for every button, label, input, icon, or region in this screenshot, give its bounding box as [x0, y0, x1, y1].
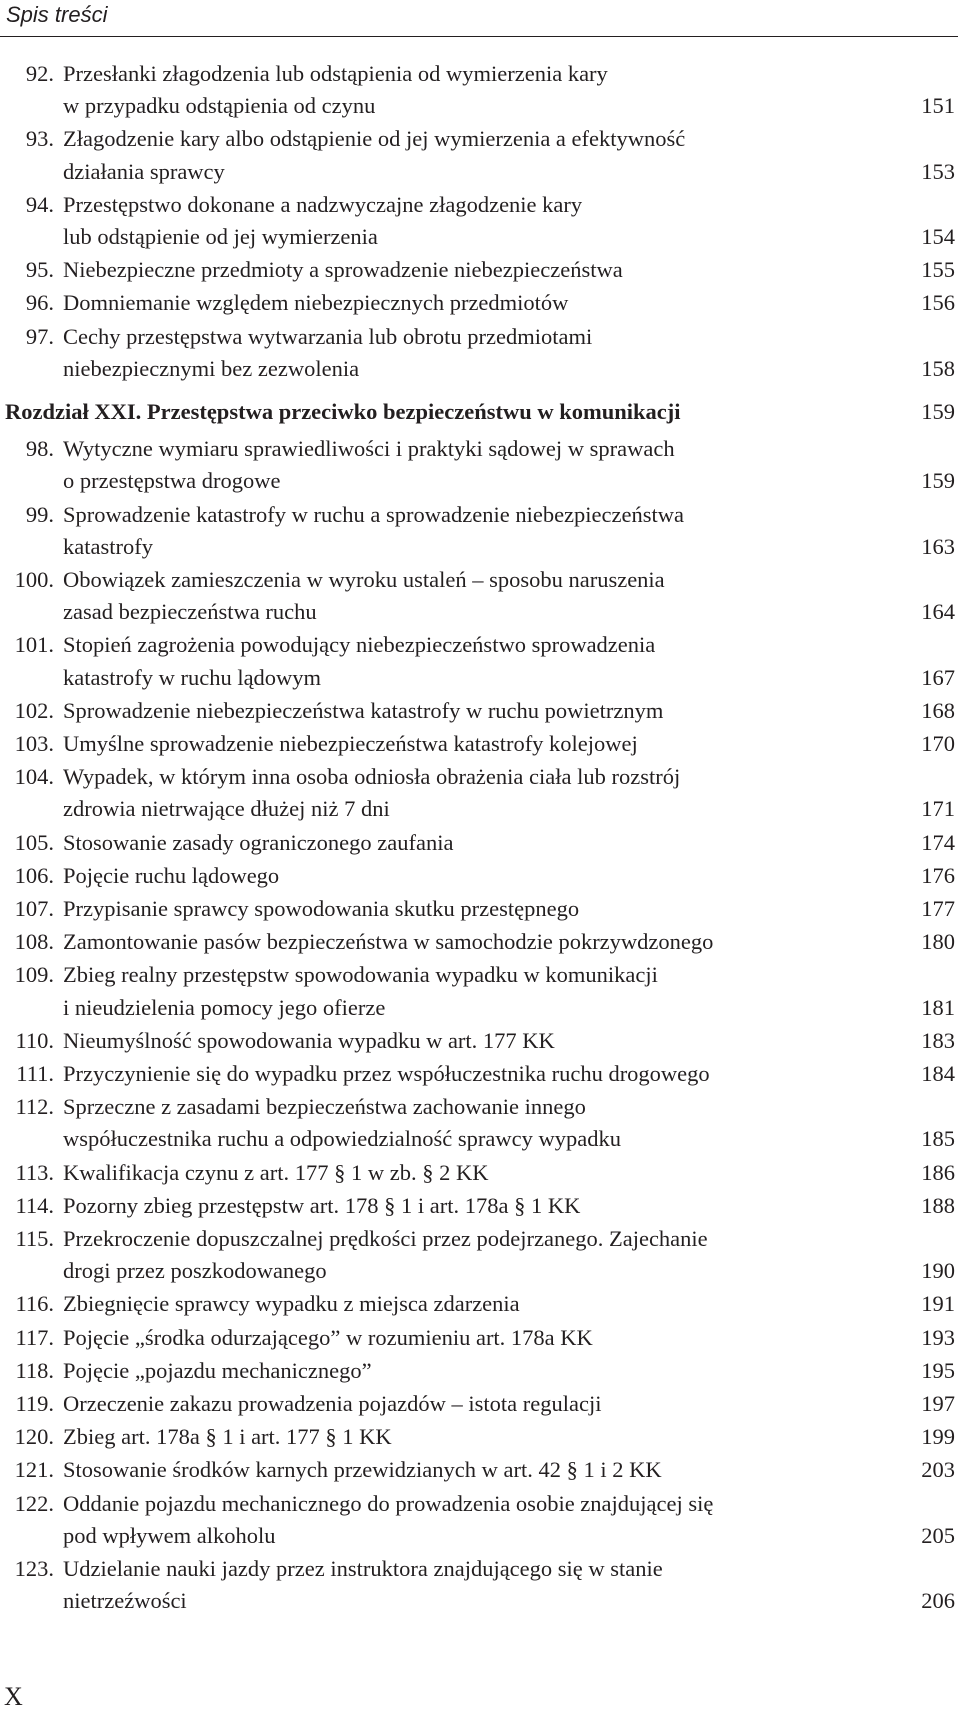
toc-entry[interactable] — [0, 695, 960, 727]
toc-entry-title-text: Przypisanie sprawcy spowodowania skutku przestępnego — [63, 896, 584, 921]
toc-entry-title-line — [63, 1553, 663, 1585]
toc-entry-title-text: Stosowanie środków karnych przewidzianych w art. 42 § 1 i 2 KK — [63, 1457, 667, 1482]
toc-entry-title-line — [63, 465, 873, 497]
toc-entry-number: 109. — [14, 962, 54, 988]
toc-entry-title-text: Cechy przestępstwa wytwarzania lub obrotu przedmiotami — [63, 323, 593, 349]
toc-entry-page-number: 181 — [921, 994, 955, 1020]
toc-entry-page-number: 195 — [921, 1357, 955, 1383]
toc-entry-title-text: Złagodzenie kary albo odstąpienie od jej wymierzenia a efektywność — [63, 126, 686, 152]
toc-entry-title-line — [63, 564, 665, 596]
toc-entry-title-line — [63, 58, 608, 90]
toc-entry-number: 118. — [15, 1357, 54, 1383]
toc-entry-page-number: 197 — [921, 1391, 955, 1416]
toc-entry-number: 104. — [14, 764, 54, 790]
toc-entry-number: 108. — [14, 929, 54, 955]
toc-entry[interactable] — [0, 761, 960, 825]
toc-entry-number: 120. — [14, 1424, 54, 1450]
toc-entry-title-line — [63, 793, 873, 825]
toc-entry[interactable] — [0, 1322, 960, 1354]
toc-entry[interactable] — [0, 499, 960, 563]
toc-entry[interactable] — [0, 189, 960, 253]
toc-entry-number: 105. — [14, 829, 54, 855]
toc-entry-number: 96. — [25, 290, 54, 316]
toc-entry-title-line — [63, 629, 655, 661]
toc-entry-title-line — [63, 926, 873, 958]
toc-entry-title-text: Zbieg art. 178a § 1 i art. 177 § 1 KK — [63, 1424, 397, 1449]
toc-entry-title-line — [63, 959, 658, 991]
toc-entry-page-number: 176 — [921, 862, 955, 888]
toc-entry-title-text: Sprowadzenie katastrofy w ruchu a sprowadzenie niebezpieczeństwa — [63, 501, 684, 527]
toc-entry[interactable] — [0, 860, 960, 892]
toc-entry-number: 100. — [14, 567, 54, 592]
toc-entry-title-line — [63, 1421, 873, 1453]
toc-entry-number: 101. — [14, 632, 54, 658]
toc-entry-title-text: Przestępstwo dokonane a nadzwyczajne złagodzenie kary — [63, 191, 583, 217]
toc-entry-number: 98. — [25, 436, 54, 462]
toc-entry-number: 103. — [14, 731, 54, 756]
toc-entry[interactable] — [0, 1388, 960, 1420]
toc-entry-title-line — [63, 287, 873, 319]
toc-entry[interactable] — [0, 893, 960, 925]
toc-entry-page-number: 163 — [921, 533, 955, 559]
toc-entry-page-number: 154 — [921, 223, 955, 249]
toc-entry-title-line — [63, 662, 873, 694]
toc-entry-number: 106. — [14, 862, 54, 888]
toc-entry-title-text: drogi przez poszkodowanego — [63, 1258, 332, 1283]
toc-entry[interactable] — [0, 1454, 960, 1486]
toc-entry-title-line — [63, 893, 873, 925]
toc-entry-title-text: Niebezpieczne przedmioty a sprowadzenie niebezpieczeństwa — [63, 257, 628, 282]
toc-entry-title-line — [63, 156, 873, 188]
toc-entry[interactable] — [0, 629, 960, 693]
toc-entry-number: 113. — [15, 1159, 54, 1185]
toc-entry-title-text: Oddanie pojazdu mechanicznego do prowadzenia osobie znajdującej się — [63, 1490, 714, 1516]
toc-entry-page-number: 206 — [921, 1588, 955, 1614]
toc-entry-title-text: Sprzeczne z zasadami bezpieczeństwa zachowanie innego — [63, 1094, 586, 1120]
toc-entry-title-text: Pojęcie „pojazdu mechanicznego” — [63, 1358, 377, 1383]
toc-entry-page-number: 177 — [921, 896, 955, 921]
toc-entry-title-text: katastrofy — [63, 534, 158, 559]
toc-entry-title-line — [63, 761, 680, 793]
toc-entry-title-text: Udzielanie nauki jazdy przez instruktora znajdującego się w stanie — [63, 1556, 663, 1581]
toc-entry-title-line — [63, 695, 873, 727]
toc-entry-title-line — [63, 189, 582, 221]
toc-entry-title-line — [5, 396, 873, 428]
toc-entry[interactable] — [0, 1091, 960, 1155]
toc-entry-title-line — [63, 1223, 708, 1255]
toc-entry[interactable] — [0, 564, 960, 628]
toc-entry-page-number: 168 — [921, 697, 955, 723]
toc-entry-title-line — [63, 1091, 586, 1123]
toc-entry-title-text: Pojęcie ruchu lądowego — [63, 863, 284, 888]
toc-entry-number: 102. — [14, 697, 54, 723]
toc-entry-title-text: Umyślne sprowadzenie niebezpieczeństwa katastrofy kolejowej — [63, 731, 643, 756]
toc-entry-number: 117. — [15, 1324, 54, 1350]
toc-entry-title-line — [63, 1488, 713, 1520]
toc-entry-title-line — [63, 1585, 873, 1617]
toc-entry[interactable] — [0, 1157, 960, 1189]
toc-entry-number: 107. — [14, 896, 54, 921]
toc-entry-page-number: 186 — [921, 1159, 955, 1185]
toc-entry-title-text: Zamontowanie pasów bezpieczeństwa w samochodzie pokrzywdzonego — [63, 929, 718, 954]
toc-entry-title-text: lub odstąpienie od jej wymierzenia — [63, 224, 383, 249]
toc-entry-title-text: o przestępstwa drogowe — [63, 468, 285, 493]
toc-entry[interactable] — [0, 287, 960, 319]
toc-entry-page-number: 153 — [921, 158, 955, 184]
toc-entry-number: 97. — [25, 323, 54, 349]
toc-entry-title-line — [63, 1058, 873, 1090]
toc-entry-number: 123. — [14, 1556, 54, 1581]
toc-entry-title-line — [63, 992, 873, 1024]
toc-entry-title-text: i nieudzielenia pomocy jego ofierze — [63, 995, 390, 1020]
toc-entry[interactable] — [0, 1553, 960, 1617]
toc-entry-title-line — [63, 321, 592, 353]
toc-entry-page-number: 193 — [921, 1324, 955, 1350]
toc-entry[interactable] — [0, 254, 960, 286]
toc-entry-title-text: Stosowanie zasady ograniczonego zaufania — [63, 830, 458, 855]
toc-entry[interactable] — [0, 321, 960, 385]
toc-entry-title-text: Wypadek, w którym inna osoba odniosła obrażenia ciała lub rozstrój — [63, 764, 681, 790]
toc-entry-page-number: 191 — [921, 1291, 955, 1317]
toc-entry-title-text: Przyczynienie się do wypadku przez współuczestnika ruchu drogowego — [63, 1061, 715, 1086]
toc-entry[interactable] — [0, 1488, 960, 1552]
toc-entry-title-text: Pojęcie „środka odurzającego” w rozumieniu art. 178a KK — [63, 1325, 598, 1350]
toc-entry-title-text: Rozdział XXI. Przestępstwa przeciwko bezpieczeństwu w komunikacji — [5, 399, 686, 424]
toc-entry[interactable] — [0, 1421, 960, 1453]
toc-entry-title-text: Zbiegnięcie sprawcy wypadku z miejsca zdarzenia — [63, 1291, 525, 1316]
toc-entry-number: 119. — [15, 1391, 54, 1416]
toc-entry-title-text: Nieumyślność spowodowania wypadku w art. 177 KK — [63, 1028, 560, 1053]
toc-entry-title-line — [63, 353, 873, 385]
toc-entry-number: 111. — [16, 1061, 54, 1086]
toc-entry-title-text: Orzeczenie zakazu prowadzenia pojazdów – istota regulacji — [63, 1391, 606, 1416]
toc-entry-page-number: 190 — [921, 1258, 955, 1284]
page-number-roman: X — [4, 1682, 23, 1711]
toc-entry[interactable] — [0, 728, 960, 760]
toc-entry-number: 93. — [25, 126, 54, 152]
toc-entry-page-number: 164 — [921, 599, 955, 625]
toc-entry-title-line — [63, 1520, 873, 1552]
toc-entry[interactable] — [0, 1058, 960, 1090]
toc-entry[interactable] — [0, 1190, 960, 1222]
toc-entry-page-number: 184 — [921, 1061, 955, 1086]
toc-entry-number: 121. — [14, 1457, 54, 1483]
toc-entry-number: 95. — [25, 257, 54, 283]
toc-entry-title-line — [63, 433, 675, 465]
toc-entry-title-line — [63, 827, 873, 859]
toc-entry[interactable] — [0, 1355, 960, 1387]
toc-entry-title-line — [63, 1123, 873, 1155]
toc-entry-page-number: 159 — [921, 399, 955, 424]
toc-entry-page-number: 151 — [921, 93, 955, 119]
toc-chapter-heading[interactable] — [0, 396, 960, 428]
toc-entry-number: 92. — [25, 61, 54, 86]
toc-entry-title-text: Stopień zagrożenia powodujący niebezpieczeństwo sprowadzenia — [63, 632, 656, 658]
toc-entry-title-text: Wytyczne wymiaru sprawiedliwości i praktyki sądowej w sprawach — [63, 436, 675, 462]
toc-entry-title-text: nietrzeźwości — [63, 1588, 192, 1613]
toc-entry-page-number: 205 — [921, 1522, 955, 1548]
toc-entry-title-line — [63, 1190, 873, 1222]
toc-entry-page-number: 159 — [921, 468, 955, 494]
toc-entry-title-line — [63, 1025, 873, 1057]
toc-entry-page-number: 156 — [921, 290, 955, 316]
toc-entry-number: 122. — [14, 1490, 54, 1516]
toc-entry-number: 99. — [25, 501, 54, 527]
toc-entry-title-line — [63, 123, 685, 155]
toc-entry-title-line — [63, 596, 873, 628]
toc-entry-title-text: niebezpiecznymi bez zezwolenia — [63, 356, 364, 381]
toc-entry-title-line — [63, 1255, 873, 1287]
toc-entry-title-text: współuczestnika ruchu a odpowiedzialność sprawcy wypadku — [63, 1126, 626, 1151]
toc-entry-title-text: Zbieg realny przestępstw spowodowania wypadku w komunikacji — [63, 962, 658, 988]
toc-entry-page-number: 188 — [921, 1192, 955, 1218]
toc-entry[interactable] — [0, 433, 960, 497]
toc-entry-page-number: 170 — [921, 731, 955, 756]
toc-entry[interactable] — [0, 1025, 960, 1057]
toc-entry-title-line — [63, 90, 873, 122]
toc-entry[interactable] — [0, 1288, 960, 1320]
toc-entry[interactable] — [0, 58, 960, 122]
toc-entry-title-line — [63, 1388, 873, 1420]
toc-entry-number: 110. — [15, 1027, 54, 1053]
toc-entry-title-line — [63, 1355, 873, 1387]
toc-entry-title-line — [63, 860, 873, 892]
toc-entry-number: 94. — [25, 191, 54, 217]
toc-entry-page-number: 158 — [921, 355, 955, 381]
toc-entry-number: 112. — [15, 1094, 54, 1120]
toc-entry-number: 114. — [15, 1192, 54, 1218]
toc-entry-title-text: Przesłanki złagodzenia lub odstąpienia od wymierzenia kary — [63, 61, 608, 86]
toc-entry-title-text: Domniemanie względem niebezpiecznych przedmiotów — [63, 290, 573, 315]
toc-entry-title-text: Sprowadzenie niebezpieczeństwa katastrofy w ruchu powietrznym — [63, 698, 668, 723]
toc-entry-number: 116. — [15, 1291, 54, 1317]
toc-entry-title-line — [63, 1288, 873, 1320]
toc-entry-title-text: zasad bezpieczeństwa ruchu — [63, 599, 322, 624]
toc-entry-title-text: działania sprawcy — [63, 159, 230, 184]
toc-entry-title-line — [63, 1157, 873, 1189]
toc-entry-page-number: 185 — [921, 1126, 955, 1152]
toc-entry-page-number: 155 — [921, 257, 955, 283]
toc-entry-title-text: Obowiązek zamieszczenia w wyroku ustaleń – sposobu naruszenia — [63, 567, 665, 592]
toc-entry-title-line — [63, 728, 873, 760]
toc-entry-page-number: 171 — [921, 796, 955, 822]
toc-entry-title-line — [63, 1322, 873, 1354]
toc-entry-page-number: 174 — [921, 829, 955, 855]
toc-entry-title-line — [63, 221, 873, 253]
toc-entry[interactable] — [0, 926, 960, 958]
toc-entry-title-text: w przypadku odstąpienia od czynu — [63, 93, 380, 118]
toc-entry-page-number: 199 — [921, 1424, 955, 1450]
toc-entry-title-line — [63, 254, 873, 286]
toc-entry-title-text: pod wpływem alkoholu — [63, 1523, 280, 1548]
header-title: Spis treści — [6, 2, 108, 27]
toc-entry-title-text: Kwalifikacja czynu z art. 177 § 1 w zb. § 2 KK — [63, 1160, 494, 1185]
toc-entry-title-text: Pozorny zbieg przestępstw art. 178 § 1 i art. 178a § 1 KK — [63, 1193, 585, 1218]
toc-entry-title-line — [63, 1454, 873, 1486]
toc-entry[interactable] — [0, 1223, 960, 1287]
toc-entry-page-number: 183 — [921, 1027, 955, 1053]
toc-entry-page-number: 203 — [921, 1457, 955, 1483]
toc-entry-title-text: zdrowia nietrwające dłużej niż 7 dni — [63, 796, 395, 821]
toc-entry-number: 115. — [15, 1226, 54, 1251]
toc-entry[interactable] — [0, 959, 960, 1023]
toc-entry-title-line — [63, 499, 684, 531]
toc-entry[interactable] — [0, 827, 960, 859]
toc-entry-page-number: 180 — [921, 929, 955, 955]
toc-entry[interactable] — [0, 123, 960, 187]
toc-entry-page-number: 167 — [921, 664, 955, 690]
toc-entry-title-line — [63, 531, 873, 563]
toc-entry-title-text: katastrofy w ruchu lądowym — [63, 665, 326, 690]
toc-entry-title-text: Przekroczenie dopuszczalnej prędkości przez podejrzanego. Zajechanie — [63, 1226, 708, 1251]
